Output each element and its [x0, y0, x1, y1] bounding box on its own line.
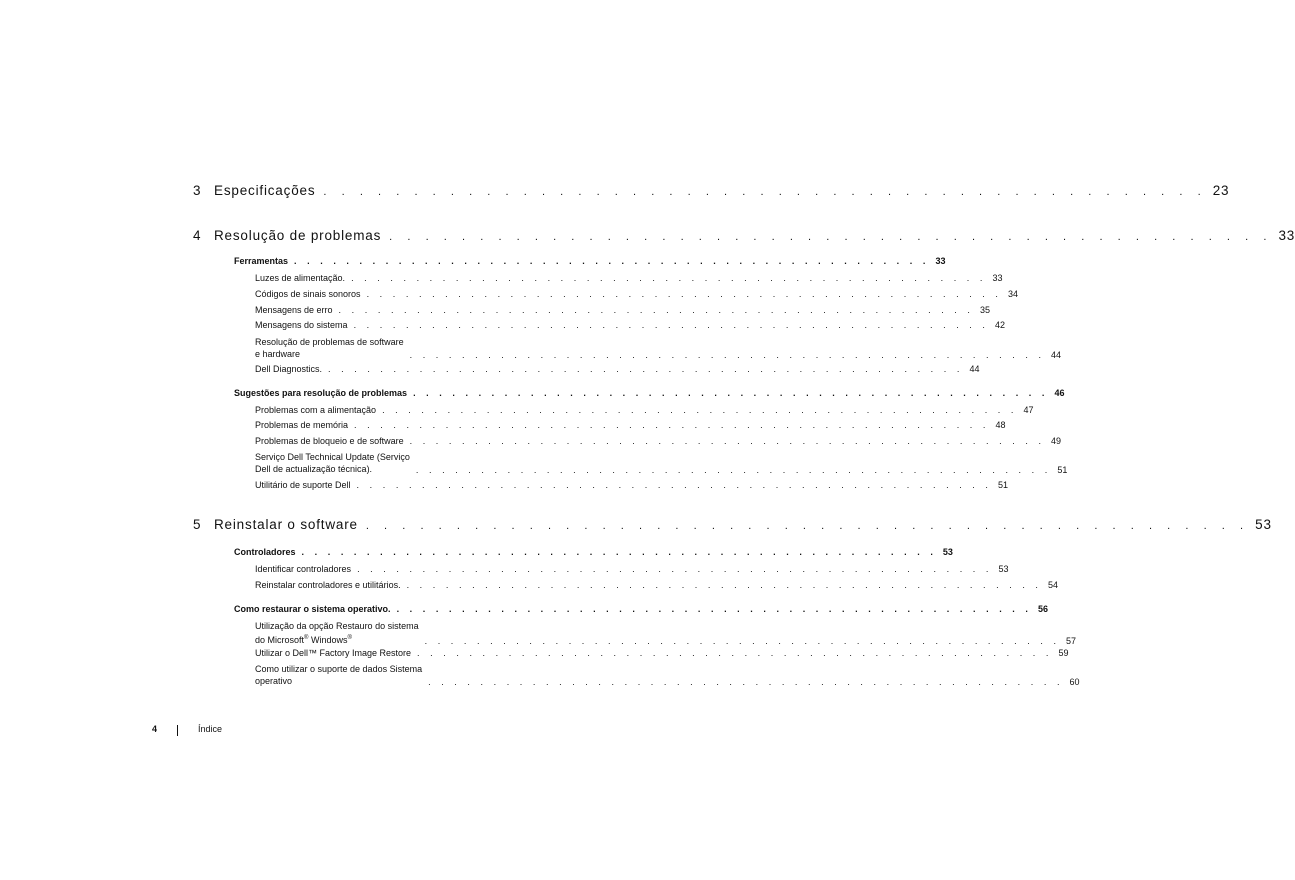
item-title-line-1: Como utilizar o suporte de dados Sistema — [255, 664, 423, 674]
item-title: Dell Diagnostics. — [255, 364, 323, 374]
item-title-line-2a: do Microsoft — [255, 635, 305, 645]
toc-item[interactable] — [255, 273, 1003, 283]
leader-dots: . . . . . . . . . . . . . . . . . . . . . . . . . . . . . . . . . . . . . . . . . . . . . . . . . — [323, 186, 1207, 198]
leader-dots: . . . . . . . . . . . . . . . . . . . . . . . . . . . . . . . . . . . . . . . . . . . . . . . . . — [413, 388, 1049, 398]
chapter-number: 3 — [193, 183, 202, 198]
item-page: 42 — [994, 320, 1005, 330]
item-title-line-1: Serviço Dell Technical Update (Serviço — [255, 452, 410, 462]
item-page: 48 — [995, 420, 1006, 430]
item-title-line-2: operativo — [255, 676, 293, 686]
chapter-number: 4 — [193, 228, 202, 243]
section-page: 53 — [942, 547, 953, 557]
toc-item[interactable] — [255, 336, 1062, 360]
chapter-title: Resolução de problemas — [214, 228, 382, 243]
item-title: Problemas de bloqueio e de software — [255, 436, 404, 446]
toc-item[interactable] — [255, 405, 1034, 415]
item-page: 49 — [1051, 436, 1062, 446]
toc-item[interactable] — [255, 648, 1069, 658]
item-page: 44 — [1051, 350, 1062, 360]
item-title: Utilizar o Dell™ Factory Image Restore — [255, 648, 412, 658]
toc-item[interactable] — [255, 364, 980, 374]
leader-dots: . . . . . . . . . . . . . . . . . . . . . . . . . . . . . . . . . . . . . . . . . . . . . . . . . — [428, 677, 1064, 687]
section-page: 56 — [1037, 604, 1048, 614]
toc-section-restaurar[interactable] — [234, 604, 1048, 614]
section-title: Ferramentas — [234, 256, 289, 266]
item-title: Utilitário de suporte Dell — [255, 480, 351, 490]
item-page: 35 — [979, 305, 990, 315]
item-title: Mensagens de erro — [255, 305, 333, 315]
toc-item[interactable] — [255, 620, 1077, 646]
page-footer — [152, 724, 223, 734]
item-title-line-2b: Windows — [308, 635, 348, 645]
section-title: Como restaurar o sistema operativo. — [234, 604, 391, 614]
item-title-line-1: Utilização da opção Restauro do sistema — [255, 621, 419, 631]
toc-item[interactable] — [255, 580, 1058, 590]
leader-dots: . . . . . . . . . . . . . . . . . . . . . . . . . . . . . . . . . . . . . . . . . . . . . . . . . — [357, 564, 993, 574]
leader-dots: . . . . . . . . . . . . . . . . . . . . . . . . . . . . . . . . . . . . . . . . . . . . . . . . . — [328, 364, 964, 374]
toc-section-ferramentas[interactable] — [234, 256, 946, 266]
chapter-title: Reinstalar o software — [214, 517, 358, 532]
toc-chapter-4[interactable] — [193, 228, 1295, 243]
leader-dots: . . . . . . . . . . . . . . . . . . . . . . . . . . . . . . . . . . . . . . . . . . . . . . . . . — [389, 231, 1273, 243]
item-title: Identificar controladores — [255, 564, 352, 574]
registered-mark: ® — [347, 635, 352, 641]
leader-dots: . . . . . . . . . . . . . . . . . . . . . . . . . . . . . . . . . . . . . . . . . . . . . . . . . — [338, 305, 974, 315]
chapter-page: 33 — [1278, 228, 1295, 243]
chapter-number: 5 — [193, 517, 202, 532]
footer-page-number: 4 — [152, 724, 158, 734]
section-title: Controladores — [234, 547, 296, 557]
leader-dots: . . . . . . . . . . . . . . . . . . . . . . . . . . . . . . . . . . . . . . . . . . . . . . . . . — [365, 520, 1250, 532]
chapter-page: 23 — [1212, 183, 1230, 198]
toc-item[interactable] — [255, 305, 990, 315]
leader-dots: . . . . . . . . . . . . . . . . . . . . . . . . . . . . . . . . . . . . . . . . . . . . . . . . . — [409, 436, 1045, 446]
item-page: 60 — [1069, 677, 1080, 687]
leader-dots: . . . . . . . . . . . . . . . . . . . . . . . . . . . . . . . . . . . . . . . . . . . . . . . . . — [415, 465, 1052, 475]
item-page: 34 — [1007, 289, 1018, 299]
leader-dots: . . . . . . . . . . . . . . . . . . . . . . . . . . . . . . . . . . . . . . . . . . . . . . . . . — [409, 350, 1045, 360]
chapter-title: Especificações — [214, 183, 316, 198]
item-title: Luzes de alimentação. — [255, 273, 346, 283]
chapter-page: 53 — [1255, 517, 1272, 532]
toc-section-sugestoes[interactable] — [234, 388, 1065, 398]
item-title-line-2: e hardware — [255, 349, 301, 359]
item-title-line-1: Resolução de problemas de software — [255, 337, 404, 347]
registered-mark: ® — [304, 635, 309, 641]
toc-item[interactable] — [255, 451, 1068, 475]
leader-dots: . . . . . . . . . . . . . . . . . . . . . . . . . . . . . . . . . . . . . . . . . . . . . . . . . — [396, 604, 1032, 614]
item-page: 44 — [969, 364, 980, 374]
toc-item[interactable] — [255, 436, 1062, 446]
toc-item[interactable] — [255, 320, 1005, 330]
toc-item[interactable] — [255, 289, 1018, 299]
leader-dots: . . . . . . . . . . . . . . . . . . . . . . . . . . . . . . . . . . . . . . . . . . . . . . . . . — [356, 480, 992, 490]
section-title: Sugestões para resolução de problemas — [234, 388, 408, 398]
item-title: Códigos de sinais sonoros — [255, 289, 361, 299]
item-page: 51 — [1057, 465, 1068, 475]
leader-dots: . . . . . . . . . . . . . . . . . . . . . . . . . . . . . . . . . . . . . . . . . . . . . . . . . — [366, 289, 1002, 299]
toc-item[interactable] — [255, 420, 1006, 430]
leader-dots: . . . . . . . . . . . . . . . . . . . . . . . . . . . . . . . . . . . . . . . . . . . . . . . . . — [294, 256, 930, 266]
item-title: Reinstalar controladores e utilitários. — [255, 580, 401, 590]
leader-dots: . . . . . . . . . . . . . . . . . . . . . . . . . . . . . . . . . . . . . . . . . . . . . . . . . — [382, 405, 1018, 415]
leader-dots: . . . . . . . . . . . . . . . . . . . . . . . . . . . . . . . . . . . . . . . . . . . . . . . . . — [354, 420, 990, 430]
item-title: Problemas com a alimentação — [255, 405, 377, 415]
leader-dots: . . . . . . . . . . . . . . . . . . . . . . . . . . . . . . . . . . . . . . . . . . . . . . . . . — [417, 648, 1053, 658]
item-page: 47 — [1023, 405, 1034, 415]
toc-item[interactable] — [255, 480, 1008, 490]
item-title: Problemas de memória — [255, 420, 349, 430]
item-page: 33 — [992, 273, 1003, 283]
footer-title: Índice — [198, 724, 223, 734]
item-page: 59 — [1058, 648, 1069, 658]
item-title-line-2: Dell de actualização técnica). — [255, 464, 373, 474]
leader-dots: . . . . . . . . . . . . . . . . . . . . . . . . . . . . . . . . . . . . . . . . . . . . . . . . . — [406, 580, 1042, 590]
toc-chapter-3[interactable] — [193, 183, 1230, 198]
section-page: 46 — [1054, 388, 1065, 398]
section-page: 33 — [935, 256, 946, 266]
toc-item[interactable] — [255, 663, 1080, 687]
leader-dots: . . . . . . . . . . . . . . . . . . . . . . . . . . . . . . . . . . . . . . . . . . . . . . . . . — [351, 273, 987, 283]
item-page: 57 — [1066, 636, 1077, 646]
leader-dots: . . . . . . . . . . . . . . . . . . . . . . . . . . . . . . . . . . . . . . . . . . . . . . . . . — [424, 636, 1060, 646]
leader-dots: . . . . . . . . . . . . . . . . . . . . . . . . . . . . . . . . . . . . . . . . . . . . . . . . . — [301, 547, 937, 557]
toc-chapter-5[interactable] — [193, 517, 1272, 532]
toc-item[interactable] — [255, 564, 1009, 574]
item-page: 51 — [997, 480, 1008, 490]
toc-section-controladores[interactable] — [234, 547, 953, 557]
item-page: 53 — [998, 564, 1009, 574]
leader-dots: . . . . . . . . . . . . . . . . . . . . . . . . . . . . . . . . . . . . . . . . . . . . . . . . . — [353, 320, 989, 330]
footer-divider — [177, 725, 178, 736]
item-page: 54 — [1047, 580, 1058, 590]
item-title: Mensagens do sistema — [255, 320, 348, 330]
